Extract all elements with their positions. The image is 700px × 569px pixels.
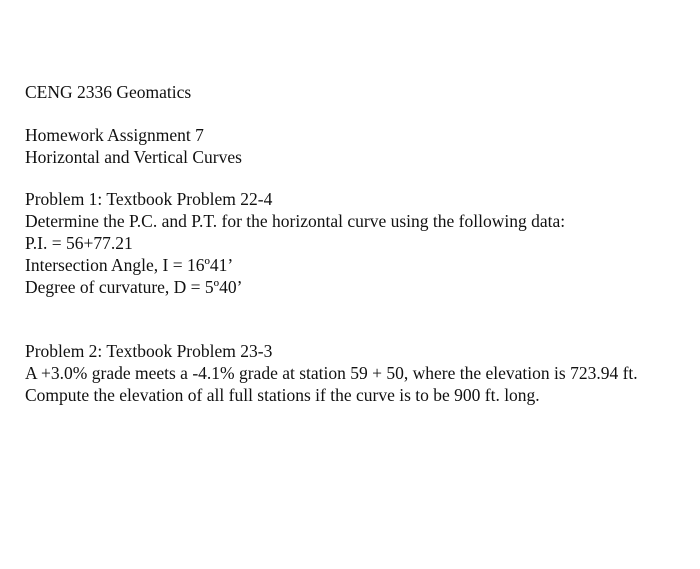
problem2-line-2: Compute the elevation of all full stations if the curve is to be 900 ft. long. [25,385,540,405]
course-title: CENG 2336 Geomatics [25,82,192,102]
assignment-subtitle: Horizontal and Vertical Curves [25,147,242,167]
assignment-title: Homework Assignment 7 [25,125,204,145]
problem2-line-1: A +3.0% grade meets a -4.1% grade at station 59 + 50, where the elevation is 723.94 ft. [25,363,638,383]
problem2-heading: Problem 2: Textbook Problem 23-3 [25,341,273,361]
problem1-heading: Problem 1: Textbook Problem 22-4 [25,189,273,209]
problem1-data-degree-of-curvature: Degree of curvature, D = 5º40’ [25,277,243,297]
problem1-statement: Determine the P.C. and P.T. for the horizontal curve using the following data: [25,211,566,231]
problem1-data-intersection-angle: Intersection Angle, I = 16º41’ [25,255,234,275]
problem1-data-pi: P.I. = 56+77.21 [25,233,133,253]
